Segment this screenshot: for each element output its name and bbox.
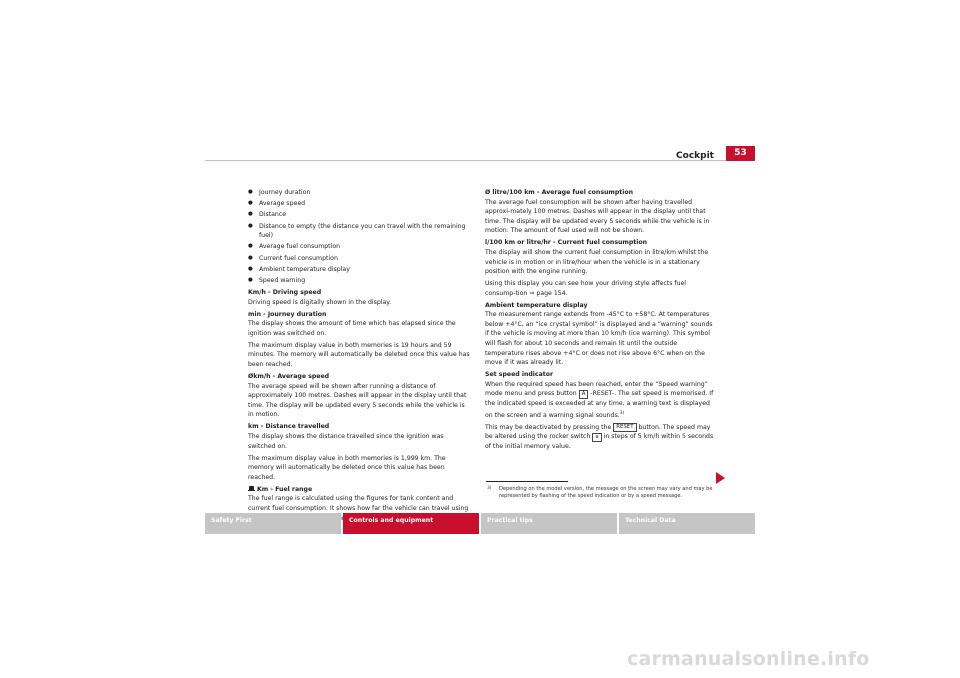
left-column (248, 188, 472, 525)
list-item: ● Average speed (248, 199, 472, 209)
ambient-temperature-heading: Ambient temperature display (485, 301, 588, 309)
deactivate-text: This may be deactivated by pressing the RESET button. The speed may be altered using the rocker switch a in steps of 5 km/h within 5 seconds of the initial memory value. (485, 423, 714, 450)
footnote-rule (486, 481, 568, 482)
driving-speed-text: Driving speed is digitally shown in the display. (248, 298, 392, 306)
rocker-switch-symbol: a (592, 433, 601, 442)
tab-practical-tips[interactable]: Practical tips (481, 513, 617, 534)
fuel-range-text: The fuel range is calculated using the figures for tank content and current fuel consumption. It shows how far the vehicle can travel using (248, 495, 469, 512)
current-fuel-heading: l/100 km or litre/hr - Current fuel consumption (485, 239, 648, 247)
page-number-badge: 53 (726, 146, 755, 161)
footnote-reference: 3) (619, 410, 625, 416)
list-item: ● Average fuel consumption (248, 242, 472, 252)
footnote-mark: 3) (487, 486, 492, 491)
list-item: ● Distance (248, 210, 472, 220)
list-item: ● Distance to empty (the distance you can travel with the remaining fuel) (248, 222, 472, 241)
fuel-range-heading (248, 485, 472, 495)
current-fuel-style-text: Using this display you can see how your driving style affects fuel consump-tion ⇒ page 154. (485, 280, 687, 297)
tab-technical-data[interactable]: Technical Data (619, 513, 755, 534)
distance-travelled-text: The display shows the distance travelled since the ignition was switched on. (248, 432, 444, 450)
footnote (487, 486, 715, 501)
journey-duration-heading: min - Journey duration (248, 310, 327, 318)
average-fuel-heading: Ø litre/100 km - Average fuel consumption (485, 189, 634, 196)
average-fuel-text: The average fuel consumption will be shown after having travelled approxi-mately 100 metres. Dashes will appear in the display until that time. The display will be updated every 5 seconds while the vehicle is in motion. The amount of fuel used will not be shown. (485, 198, 710, 235)
fuel-pump-icon (248, 486, 255, 492)
current-fuel-text: The display will show the current fuel consumption in litre/km whilst the vehicle is in motion or in litre/hour when the vehicle is in a stationary position with the engine running. (485, 248, 709, 276)
average-speed-heading: Økm/h - Average speed (248, 373, 330, 381)
fuel-range-heading-text: Km - Fuel range (257, 485, 313, 493)
list-item: ● Journey duration (248, 188, 472, 198)
ambient-temperature-text: The measurement range extends from -45°C to +58°C. At temperatures below +4°C, an “ice crystal symbol” is displayed and a “warning” sounds if the vehicle is moving at more than 10 km/h (ice warning). This symbol will flash for about 10 seconds and remain lit until the outside temperature rises above +4°C or does not rise above 6°C when on the move if it was already lit. (485, 311, 713, 367)
set-speed-heading: Set speed indicator (485, 371, 554, 379)
average-speed-text: The average speed will be shown after running a distance of approximately 100 metres. Dashes will appear in the display until that time. The display will be updated every 5 seconds while the vehicle is in motion. (248, 382, 467, 419)
tab-controls-and-equipment[interactable]: Controls and equipment (343, 513, 479, 534)
section-title: Cockpit (676, 151, 714, 161)
distance-travelled-max-text: The maximum display value in both memories is 1,999 km. The memory will automatically be deleted once this value has been reached. (248, 454, 446, 481)
driving-speed-heading: Km/h - Driving speed (248, 289, 322, 297)
list-item: ● Current fuel consumption (248, 254, 472, 264)
footnote-text: Depending on the model version, the message on the screen may vary and may be represented by flashing of the speed indication or by a speed message. (499, 486, 713, 500)
tab-safety-first[interactable]: Safety First (205, 513, 341, 534)
distance-travelled-heading: km - Distance travelled (248, 423, 330, 431)
next-page-arrow-icon[interactable] (716, 472, 725, 484)
right-column (485, 188, 715, 454)
set-speed-text: When the required speed has been reached, enter the “Speed warning” mode menu and press button A -RESET-. The set speed is memorised. If the indicated speed is exceeded at any time, a warning text is displayed on the screen and a warning signal sounds.$^{3)}$ (485, 380, 714, 419)
list-item: ● Ambient temperature display (248, 265, 472, 275)
reset-button-symbol: RESET (613, 423, 636, 432)
journey-duration-max-text: The maximum display value in both memories is 19 hours and 59 minutes. The memory will automatically be deleted once this value has been reached. (248, 341, 470, 369)
journey-duration-text: The display shows the amount of time which has elapsed since the ignition was switched on. (248, 320, 456, 337)
watermark: carmanualsonline.info (627, 648, 870, 670)
section-nav (205, 513, 755, 534)
button-a-symbol: A (579, 390, 589, 399)
list-item: ● Speed warning (248, 276, 472, 286)
feature-list (248, 188, 472, 286)
